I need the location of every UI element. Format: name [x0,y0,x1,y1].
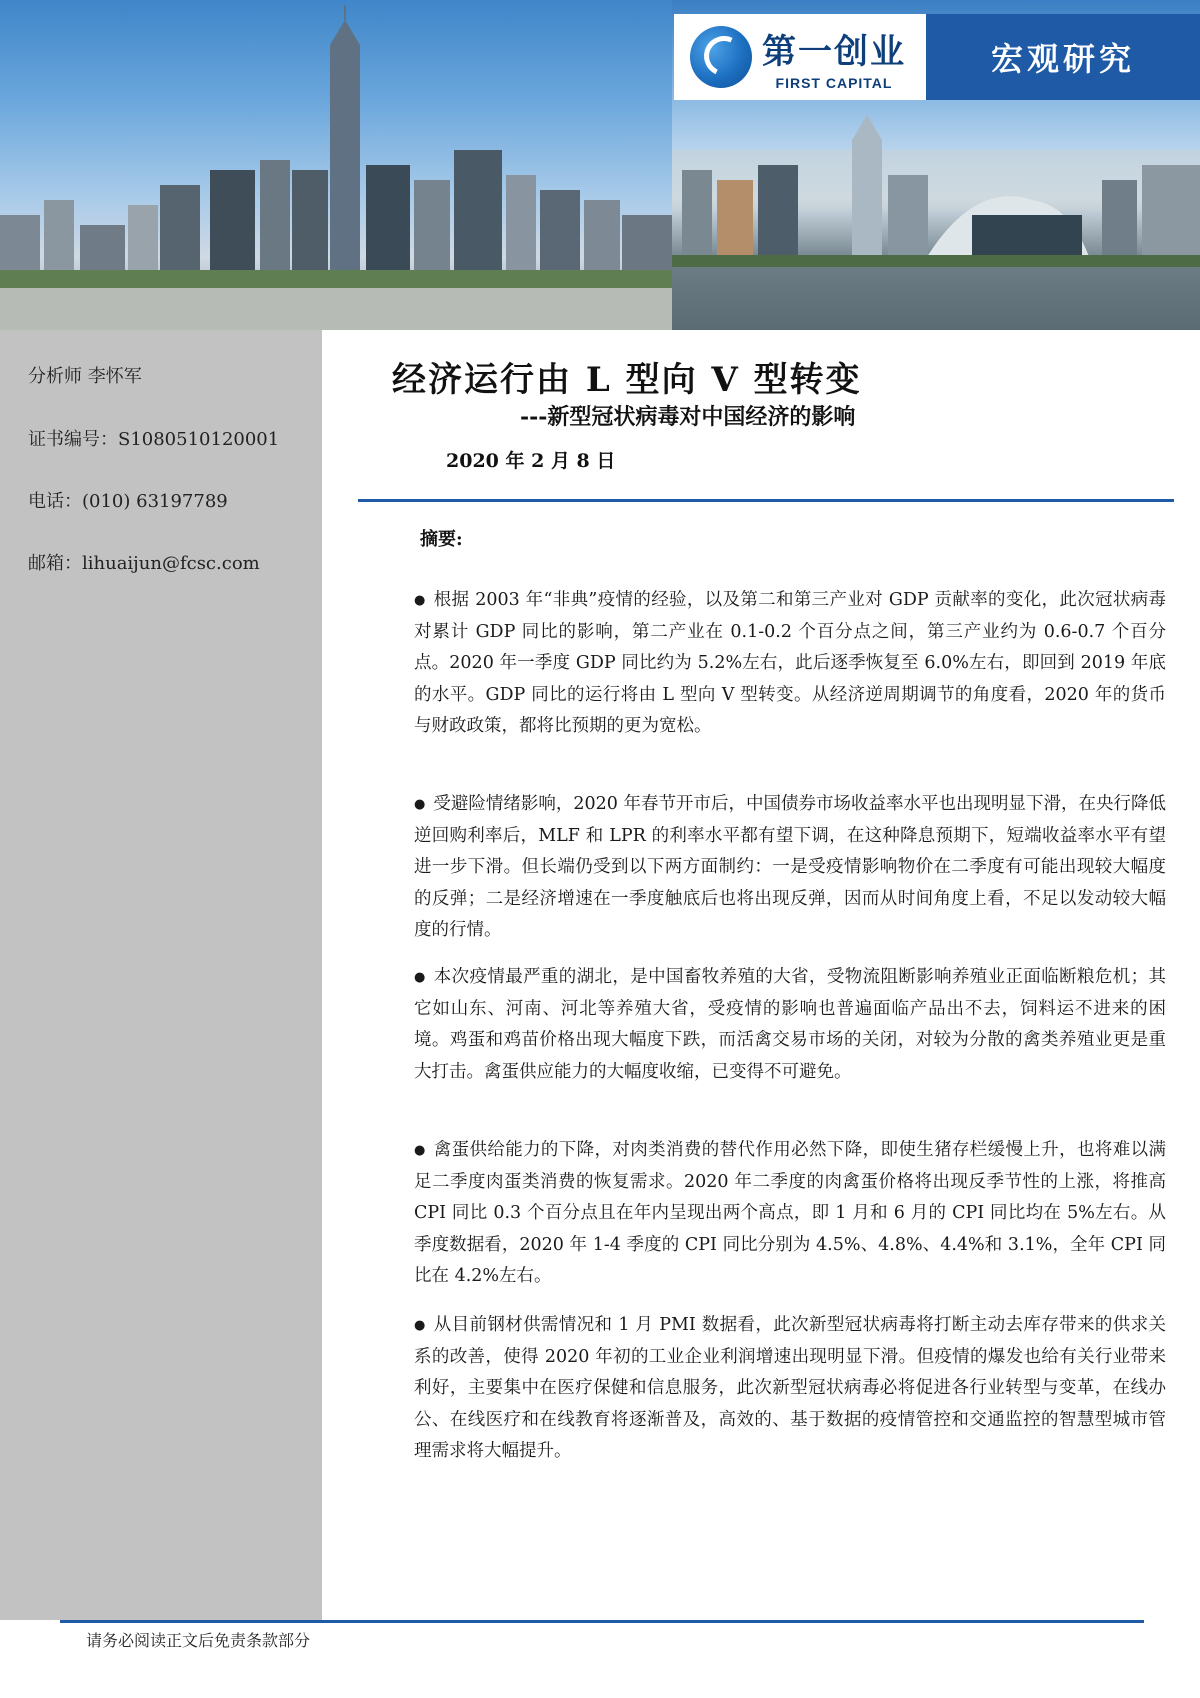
disclaimer-notice: 请务必阅读正文后免责条款部分 [86,1631,311,1650]
bullet-icon: ● [414,593,426,608]
analyst-name: 分析师 李怀军 [28,366,142,387]
email-address[interactable]: 邮箱：lihuaijun@fcsc.com [28,553,260,574]
license-number: 证书编号：S1080510120001 [28,429,280,450]
skyline-illustration [0,0,672,330]
logo-english-name: FIRST CAPITAL [775,74,893,91]
company-logo [674,14,926,100]
abstract-heading: 摘要: [420,529,463,550]
bullet-icon: ● [414,1143,426,1158]
report-date: 2020 年 2 月 8 日 [446,450,616,472]
abstract-paragraph: ● 从目前钢材供需情况和 1 月 PMI 数据看，此次新型冠状病毒将打断主动去库存带来的供求关系的改善，使得 2020 年初的工业企业利润增速出现明显下滑。但疫情的爆发也给有关行业带来利好，主要集中在医疗保健和信息服务，此次新型冠状病毒必将促进各行业转型与变革，在线办公、在线医疗和在线教育将逐渐普及，高效的、基于数据的疫情管控和交通监控的智慧型城市管理需求将大幅提升。 [414,1315,1166,1461]
abstract-paragraph: ● 受避险情绪影响，2020 年春节开市后，中国债券市场收益率水平也出现明显下滑，在央行降低逆回购利率后，MLF 和 LPR 的利率水平都有望下调，在这种降息预期下，短端收益率水平有望进一步下滑。但长端仍受到以下两方面制约：一是受疫情影响物价在二季度有可能出现较大幅度的反弹；二是经济增速在一季度触底后也将出现反弹，因而从时间角度上看，不足以发动较大幅度的行情。 [414,794,1167,940]
report-subtitle: ---新型冠状病毒对中国经济的影响 [520,404,856,430]
phone-number: 电话：(010) 63197789 [28,491,228,512]
abstract-paragraph: ● 禽蛋供给能力的下降，对肉类消费的替代作用必然下降，即使生猪存栏缓慢上升，也将难以满足二季度肉蛋类消费的恢复需求。2020 年二季度的肉禽蛋价格将出现反季节性的上涨，将推高 CPI 同比 0.3 个百分点且在年内呈现出两个高点，即 1 月和 6 月的 CPI 同比均在 5%左右。从季度数据看，2020 年 1-4 季度的 CPI 同比分别为 4.5%、4.8%、4.4%和 3.1%，全年 CPI 同比在 4.2%左右。 [414,1140,1167,1286]
logo-globe-icon [690,26,752,88]
abstract-paragraph: ● 本次疫情最严重的湖北，是中国畜牧养殖的大省，受物流阻断影响养殖业正面临断粮危机；其它如山东、河南、河北等养殖大省，受疫情的影响也普遍面临产品出不去，饲料运不进来的困境。鸡蛋和鸡苗价格出现大幅度下跌，而活禽交易市场的关闭，对较为分散的禽类养殖业更是重大打击。禽蛋供应能力的大幅度收缩，已变得不可避免。 [414,967,1167,1082]
section-label [926,14,1200,100]
report-title: 经济运行由 L 型向 V 型转变 [392,360,862,400]
footer-divider [60,1620,1144,1623]
bullet-icon: ● [414,797,426,812]
bullet-icon: ● [414,970,426,985]
section-label-text: 宏观研究 [990,40,1135,78]
bullet-icon: ● [414,1318,426,1333]
title-divider [358,499,1174,502]
logo-chinese-name: 第一创业 [762,31,906,72]
city-skyline-photo [0,0,672,330]
abstract-paragraph: ● 根据 2003 年“非典”疫情的经验，以及第二和第三产业对 GDP 贡献率的变化，此次冠状病毒对累计 GDP 同比的影响，第二产业在 0.1-0.2 个百分点之间，第三产业约为 0.6-0.7 个百分点。2020 年一季度 GDP 同比约为 5.2%左右，此后逐季恢复至 6.0%左右，即回到 2019 年底的水平。GDP 同比的运行将由 L 型向 V 型转变。从经济逆周期调节的角度看，2020 年的货币与财政政策，都将比预期的更为宽松。 [414,590,1167,736]
author-sidebar [0,330,322,1620]
header-banner [0,0,1200,330]
